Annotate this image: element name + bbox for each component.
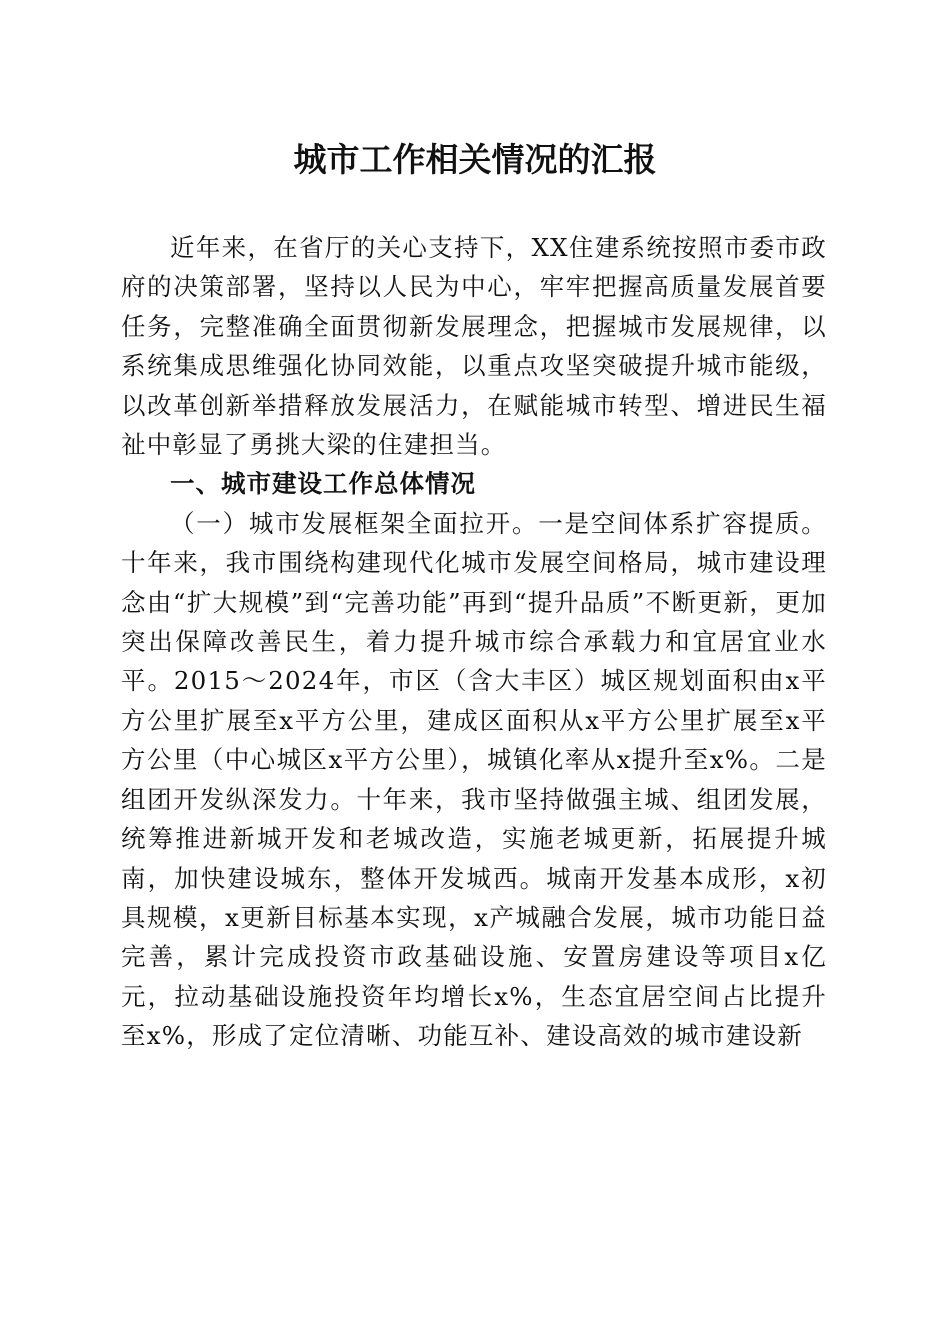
document-body (121, 228, 827, 1056)
section-paragraph: （一）城市发展框架全面拉开。一是空间体系扩容提质。十年来，我市围绕构建现代化城市发展空间格局，城市建设理念由“扩大规模”到“完善功能”再到“提升品质”不断更新，更加突出保障改善民生，着力提升城市综合承载力和宜居宜业水平。2015～2024年，市区（含大丰区）城区规划面积由x平方公里扩展至x平方公里，建成区面积从x平方公里扩展至x平方公里（中心城区x平方公里），城镇化率从x提升至x%。二是组团开发纵深发力。十年来，我市坚持做强主城、组团发展，统筹推进新城开发和老城改造，实施老城更新，拓展提升城南，加快建设城东，整体开发城西。城南开发基本成形，x初具规模，x更新目标基本实现，x产城融合发展，城市功能日益完善，累计完成投资市政基础设施、安置房建设等项目x亿元，拉动基础设施投资年均增长x%，生态宜居空间占比提升至x%，形成了定位清晰、功能互补、建设高效的城市建设新 (121, 508, 827, 1051)
section-heading: 一、城市建设工作总体情况 (170, 469, 476, 499)
intro-paragraph: 近年来，在省厅的关心支持下，XX住建系统按照市委市政府的决策部署，坚持以人民为中心，牢牢把握高质量发展首要任务，完整准确全面贯彻新发展理念，把握城市发展规律，以系统集成思维强化协同效能，以重点攻坚突破提升城市能级，以改革创新举措释放发展活力，在赋能城市转型、增进民生福祉中彰显了勇挑大梁的住建担当。 (121, 233, 827, 460)
document-title: 城市工作相关情况的汇报 (293, 140, 657, 179)
